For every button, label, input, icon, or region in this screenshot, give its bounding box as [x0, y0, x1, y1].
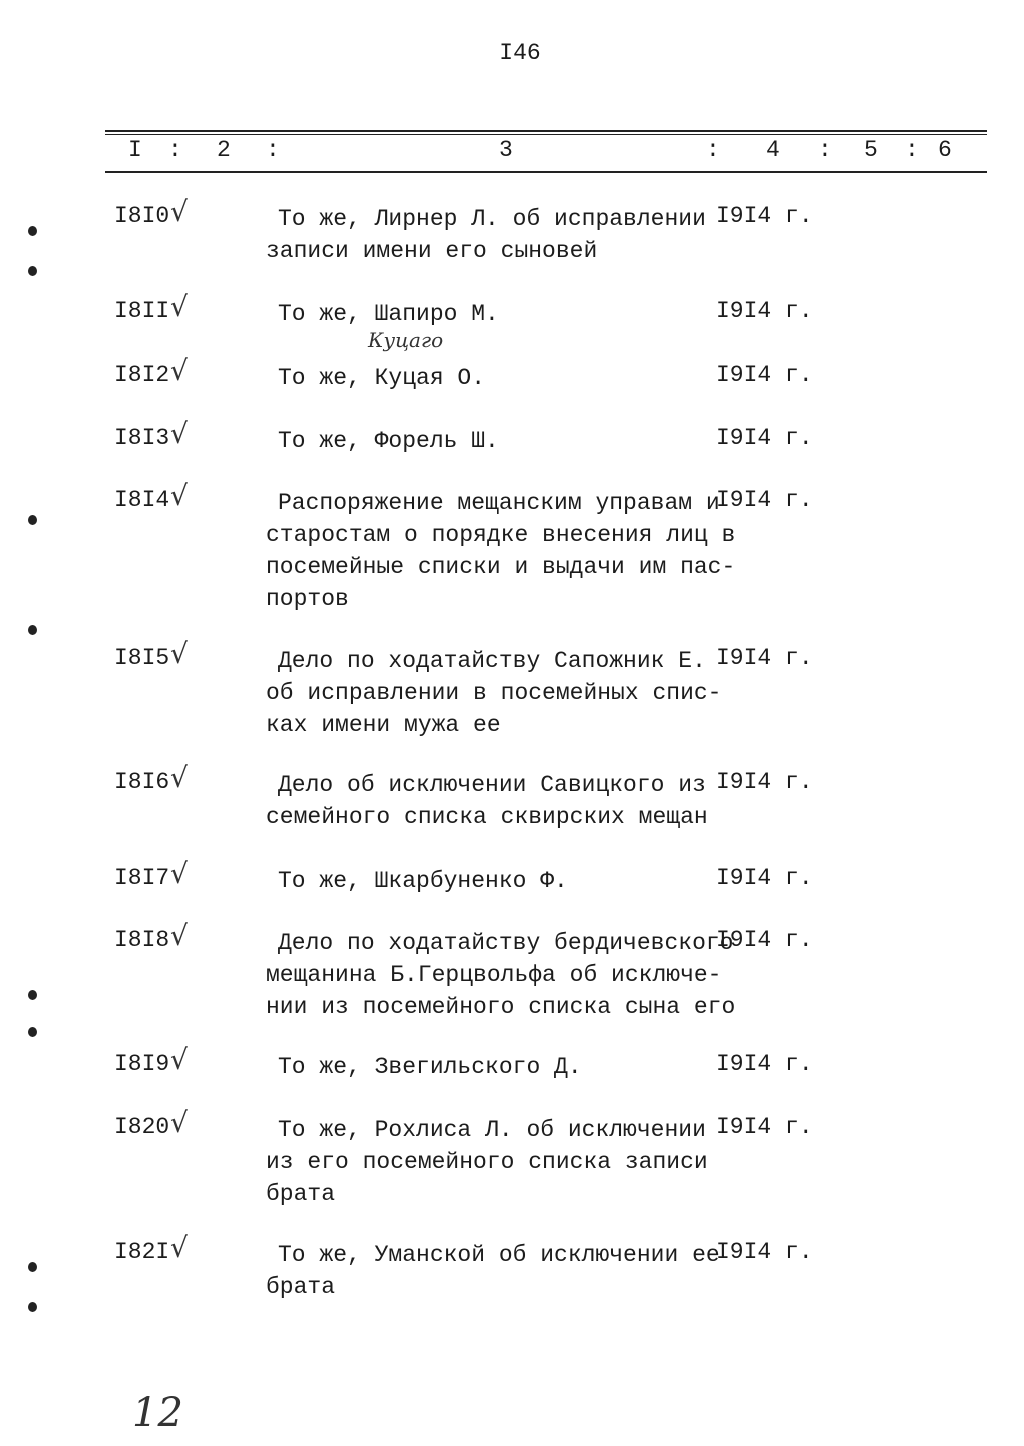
description-line: То же, Форель Ш. [278, 428, 499, 454]
page-number: I46 [499, 40, 541, 66]
item-description [266, 425, 711, 457]
table-header-rule [105, 171, 987, 173]
item-number: I8I0 [114, 203, 170, 229]
item-year: I9I4 г. [716, 362, 813, 388]
item-number: I8I8 [114, 927, 170, 953]
item-year: I9I4 г. [716, 1051, 813, 1077]
description-line: старостам о порядке внесения лиц в [266, 522, 736, 548]
punch-hole [28, 1262, 37, 1272]
item-year: I9I4 г. [716, 203, 813, 229]
description-line: об исправлении в посемейных спис- [266, 680, 722, 706]
checkmark-icon: √ [170, 761, 188, 794]
header-col-2: 2 [217, 137, 231, 163]
description-line: Дело об исключении Савицкого из [278, 772, 706, 798]
description-line: семейного списка сквирских мещан [266, 804, 708, 830]
checkmark-icon: √ [170, 919, 188, 952]
checkmark-icon: √ [170, 479, 188, 512]
header-sep-1: : [168, 137, 182, 163]
description-line: То же, Куцая О. [278, 365, 486, 391]
item-year: I9I4 г. [716, 1239, 813, 1265]
item-year: I9I4 г. [716, 927, 813, 953]
description-line: То же, Рохлиса Л. об исключении [278, 1117, 706, 1143]
item-number: I8I3 [114, 425, 170, 451]
item-year: I9I4 г. [716, 1114, 813, 1140]
item-description [266, 1051, 711, 1083]
item-description [266, 298, 711, 330]
punch-hole [28, 515, 37, 525]
checkmark-icon: √ [170, 195, 188, 228]
description-line: Дело по ходатайству Сапожник Е. [278, 648, 706, 674]
table-top-rule-thin [105, 134, 987, 135]
item-number: I8I5 [114, 645, 170, 671]
item-description [266, 1239, 720, 1303]
item-year: I9I4 г. [716, 298, 813, 324]
item-description [266, 865, 711, 897]
description-line: брата [266, 1181, 336, 1207]
item-year: I9I4 г. [716, 865, 813, 891]
header-col-3: 3 [499, 137, 513, 163]
header-col-1: I [128, 137, 142, 163]
item-number: I82I [114, 1239, 170, 1265]
header-sep-2: : [266, 137, 280, 163]
header-sep-5: : [905, 137, 919, 163]
checkmark-icon: √ [170, 290, 188, 323]
checkmark-icon: √ [170, 637, 188, 670]
item-description [266, 927, 736, 1023]
item-description [266, 487, 736, 615]
description-line: То же, Уманской об исключении ее [278, 1242, 720, 1268]
header-col-6: 6 [938, 137, 952, 163]
punch-hole [28, 266, 37, 276]
description-line: То же, Шкарбуненко Ф. [278, 868, 568, 894]
item-number: I8I7 [114, 865, 170, 891]
item-description [266, 203, 711, 267]
item-number: I820 [114, 1114, 170, 1140]
header-col-4: 4 [766, 137, 780, 163]
handwritten-sheet-number: 12 [132, 1390, 183, 1436]
description-line: записи имени его сыновей [266, 238, 598, 264]
checkmark-icon: √ [170, 354, 188, 387]
punch-hole [28, 1302, 37, 1312]
description-line: портов [266, 586, 349, 612]
description-line: То же, Шапиро М. [278, 301, 499, 327]
table-top-rule [105, 130, 987, 132]
item-number: I8I4 [114, 487, 170, 513]
checkmark-icon: √ [170, 1231, 188, 1264]
item-number: I8I2 [114, 362, 170, 388]
punch-hole [28, 1027, 37, 1037]
description-line: из его посемейного списка записи [266, 1149, 708, 1175]
punch-hole [28, 990, 37, 1000]
description-line: Дело по ходатайству бердичевского [278, 930, 734, 956]
description-line: Распоряжение мещанским управам и [278, 490, 720, 516]
checkmark-icon: √ [170, 417, 188, 450]
checkmark-icon: √ [170, 857, 188, 890]
item-description [266, 769, 711, 833]
checkmark-icon: √ [170, 1106, 188, 1139]
item-number: I8II [114, 298, 170, 324]
description-line: мещанина Б.Герцвольфа об исключе- [266, 962, 722, 988]
description-line: нии из посемейного списка сына его [266, 994, 736, 1020]
description-line: То же, Звегильского Д. [278, 1054, 582, 1080]
item-year: I9I4 г. [716, 487, 813, 513]
item-number: I8I6 [114, 769, 170, 795]
header-col-5: 5 [864, 137, 878, 163]
item-year: I9I4 г. [716, 425, 813, 451]
handwritten-correction: Куцаго [368, 328, 444, 352]
description-line: ках имени мужа ее [266, 712, 501, 738]
description-line: То же, Лирнер Л. об исправлении [278, 206, 706, 232]
header-sep-3: : [706, 137, 720, 163]
description-line: посемейные списки и выдачи им пас- [266, 554, 736, 580]
description-line: брата [266, 1274, 336, 1300]
header-sep-4: : [818, 137, 832, 163]
item-year: I9I4 г. [716, 645, 813, 671]
item-number: I8I9 [114, 1051, 170, 1077]
item-description [266, 362, 711, 394]
item-year: I9I4 г. [716, 769, 813, 795]
punch-hole [28, 625, 37, 635]
item-description [266, 645, 722, 741]
item-description [266, 1114, 711, 1210]
punch-hole [28, 226, 37, 236]
checkmark-icon: √ [170, 1043, 188, 1076]
